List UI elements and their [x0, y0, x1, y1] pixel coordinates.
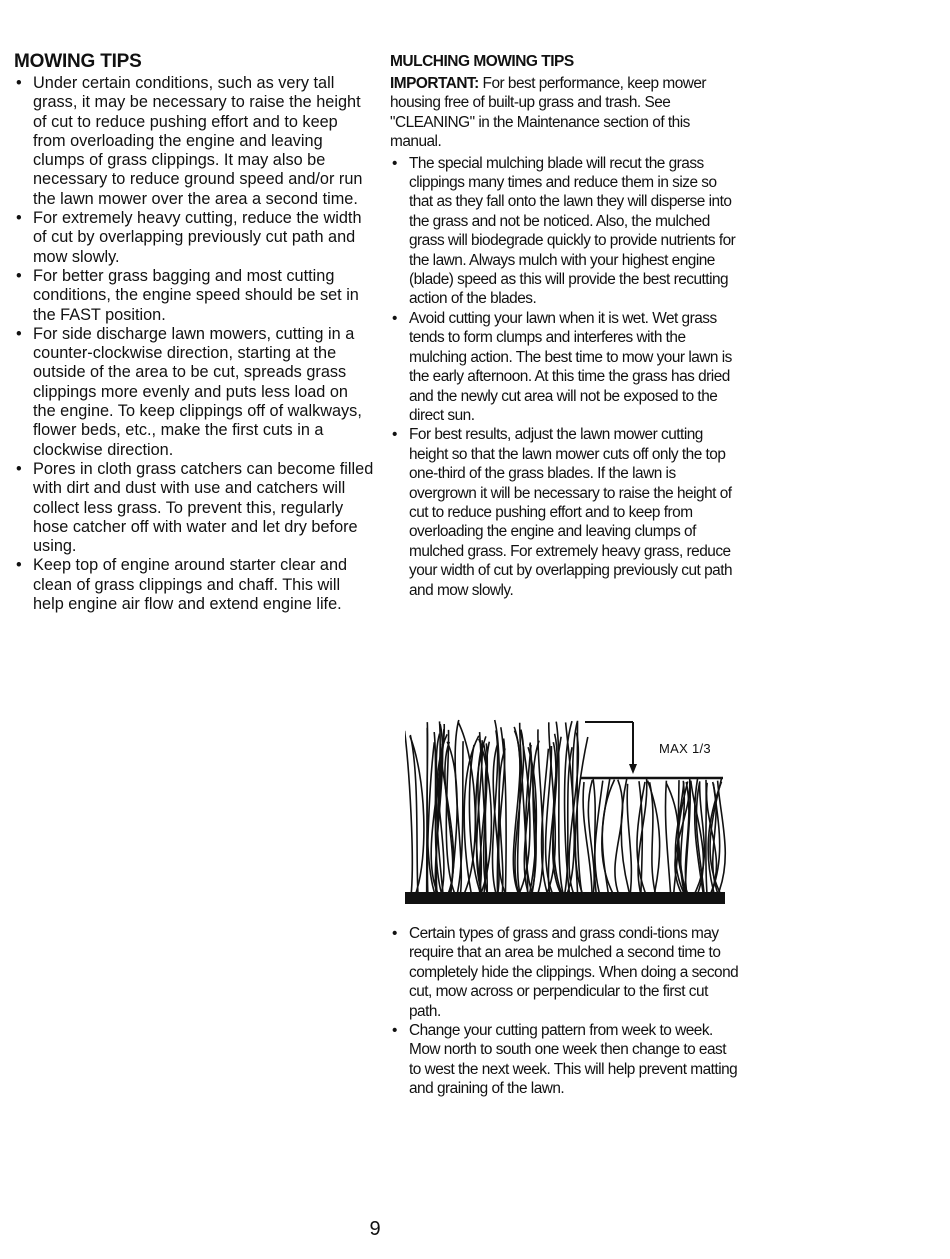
list-item: • Change your cutting pattern from week to week. Mow north to south one week then change to east to west the next week. This will help prevent matting and graining of the lawn. — [390, 1021, 740, 1099]
list-item: • Under certain conditions, such as very tall grass, it may be necessary to raise the height of cut to reduce pushing effort and to keep from overloading the engine and leaving clumps of grass clippings. It may also be necessary to reduce ground speed and/or run the lawn mower over the area a second time. — [14, 74, 374, 209]
right-column — [390, 52, 740, 600]
grass-blade — [648, 781, 660, 894]
left-column — [14, 52, 374, 614]
mulching-tips-list-continued — [390, 924, 740, 1099]
grass-blade — [455, 720, 461, 894]
ground — [405, 892, 725, 904]
list-item: • Certain types of grass and grass condi-tions may require that an area be mulched a second time to completely hide the clippings. When doing a second cut, mow across or perpendicular to the first cut path. — [390, 924, 740, 1021]
list-item: • The special mulching blade will recut the grass clippings many times and reduce them in size so that as they fall onto the lawn they will disperse into the grass and not be noticed. Also, the mulched grass will biodegrade quickly to provide nutrients for the lawn. Always mulch with your highest engine (blade) speed as this will provide the best recutting action of the blades. — [390, 154, 740, 309]
grass-blade — [665, 781, 670, 894]
grass-blade — [602, 778, 613, 894]
important-note — [390, 74, 740, 152]
list-item: • For extremely heavy cutting, reduce the width of cut by overlapping previously cut path and mow slowly. — [14, 209, 374, 267]
mulching-tips-list — [390, 154, 740, 600]
right-column-continued — [390, 924, 740, 1099]
grass-blade — [627, 784, 631, 894]
important-text: For best performance, keep mower housing free of built-up grass and trash. See "CLEANING" in the Maintenance section of this manual. — [390, 75, 707, 151]
grass-blade — [602, 780, 614, 894]
mowing-tips-list — [14, 74, 374, 614]
list-item: • For better grass bagging and most cutting conditions, the engine speed should be set in the FAST position. — [14, 267, 374, 325]
page-number: 9 — [369, 1218, 381, 1240]
grass-blade — [427, 728, 428, 894]
arrow-head-icon — [629, 764, 637, 774]
grass-blade — [650, 782, 656, 894]
list-item: • For best results, adjust the lawn mower cutting height so that the lawn mower cuts off only the top one-third of the grass blades. If the lawn is overgrown it will be necessary to raise the height of cut to reduce pushing effort and to keep from overloading the engine and leaving clumps of mulched grass. For extremely heavy grass, reduce your width of cut by overlapping previously cut path and mow slowly. — [390, 425, 740, 600]
list-item: • Avoid cutting your lawn when it is wet. Wet grass tends to form clumps and interferes with the mulching action. The best time to mow your lawn is the early afternoon. At this time the grass has dried and the newly cut area will not be exposed to the direct sun. — [390, 309, 740, 425]
grass-blade — [405, 731, 412, 894]
max-one-third-label: MAX 1/3 — [659, 741, 711, 756]
grass-blade — [538, 729, 543, 894]
list-item: • Pores in cloth grass catchers can become filled with dirt and dust with use and catchers will collect less grass. To prevent this, regularly hose catcher off with water and let dry before using. — [14, 460, 374, 556]
list-item: • Keep top of engine around starter clear and clean of grass clippings and chaff. This will help engine air flow and extend engine life. — [14, 556, 374, 614]
mowing-tips-heading: MOWING TIPS — [14, 51, 142, 72]
list-item: • For side discharge lawn mowers, cutting in a counter-clockwise direction, starting at the outside of the area to be cut, spreads grass clippings more evenly and puts less load on the engine. To keep clippings off of walkways, flower beds, etc., make the first cuts in a clockwise direction. — [14, 325, 374, 460]
mulching-tips-heading: MULCHING MOWING TIPS — [390, 53, 574, 70]
important-label: IMPORTANT: — [390, 75, 479, 92]
